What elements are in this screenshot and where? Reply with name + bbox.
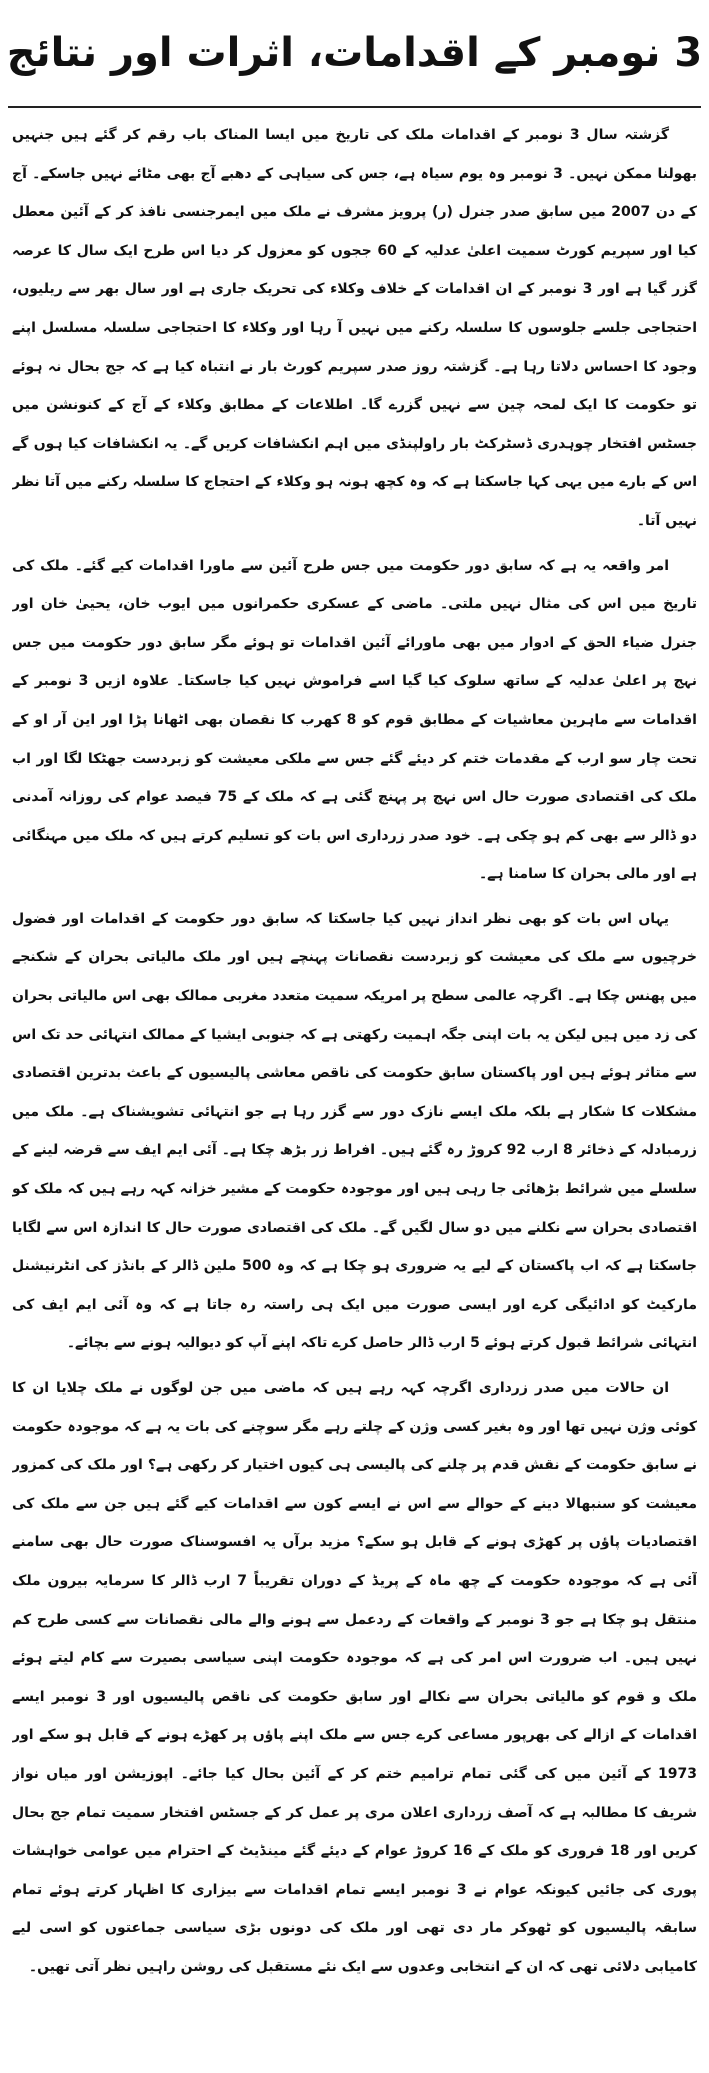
editorial-headline: 3 نومبر کے اقدامات، اثرات اور نتائج (6, 30, 703, 76)
body-paragraph-4: ان حالات میں صدر زرداری اگرچہ کہہ رہے ہیں کہ ماضی میں جن لوگوں نے ملک چلایا ان کا کوئی وژن نہیں تھا اور وہ بغیر کسی وژن کے چلتے رہے مگر سوچنے کی بات یہ ہے کہ موجودہ حکومت نے سابق حکومت کے نقش قدم پر چلنے کی پالیسی ہی کیوں اختیار کر رکھی ہے؟ اور ملک کی کمزور معیشت کو سنبھالا دینے کے حوالے سے اس نے ایسے کون سے اقدامات کیے گئے ہیں جن سے ملک کی اقتصادیات پاؤں پر کھڑی ہونے کے قابل ہو سکے؟ مزید برآں یہ افسوسناک صورت حال بھی سامنے آئی ہے کہ موجودہ حکومت کے چھ ماہ کے پریڈ کے دوران تقریباً 7 ارب ڈالر کا سرمایہ بیرون ملک منتقل ہو چکا ہے جو 3 نومبر کے واقعات کے ردعمل سے ہونے والے مالی نقصانات سے کسی طرح کم نہیں ہیں۔ اب ضرورت اس امر کی ہے کہ موجودہ حکومت اپنی سیاسی بصیرت سے کام لیتے ہوئے ملک و قوم کو مالیاتی بحران سے نکالے اور سابق حکومت کی ناقص پالیسیوں اور 3 نومبر ایسے اقدامات کے ازالے کی بھرپور مساعی کرے جس سے ملک اپنے پاؤں پر کھڑے ہونے کے قابل ہو سکے اور 1973 کے آئین میں کی گئی تمام ترامیم ختم کر کے آئین بحال کیا جائے۔ اپوزیشن اور میاں نواز شریف کا مطالبہ ہے کہ آصف زرداری اعلان مری پر عمل کر کے جسٹس افتخار سمیت تمام جج بحال کریں اور 18 فروری کو ملک کے 16 کروڑ عوام کے دیئے گئے مینڈیٹ کے احترام میں عوامی خواہشات پوری کی جائیں کیونکہ عوام نے 3 نومبر ایسے تمام اقدامات سے بیزاری کا اظہار کرتے ہوئے تمام سابقہ پالیسیوں کو ٹھوکر مار دی تھی اور ملک کی دونوں بڑی سیاسی جماعتوں کو اسی لیے کامیابی دلائی تھی کہ ان کے انتخابی وعدوں سے ایک نئے مستقبل کی روشن راہیں نظر آتی تھیں۔ (12, 1380, 697, 1975)
editorial-body (12, 116, 697, 2063)
body-paragraph-1: گزشتہ سال 3 نومبر کے اقدامات ملک کی تاریخ میں ایسا المناک باب رقم کر گئے ہیں جنہیں بھولنا ممکن نہیں۔ 3 نومبر وہ یوم سیاہ ہے، جس کی سیاہی کے دھبے آج بھی مٹائے نہیں جاسکے۔ آج کے دن 2007 میں سابق صدر جنرل (ر) پرویز مشرف نے ملک میں ایمرجنسی نافذ کر کے آئین معطل کیا اور سپریم کورٹ سمیت اعلیٰ عدلیہ کے 60 ججوں کو معزول کر دیا اس طرح ایک سال کا عرصہ گزر گیا ہے اور 3 نومبر کے ان اقدامات کے خلاف وکلاء کی تحریک جاری ہے اور سال بھر سے ریلیوں، احتجاجی جلسے جلوسوں کا سلسلہ رکنے میں نہیں آ رہا اور وکلاء کا احتجاجی سلسلہ مسلسل اپنے وجود کا احساس دلاتا رہا ہے۔ گزشتہ روز صدر سپریم کورٹ بار نے انتباہ کیا ہے کہ جج بحال نہ ہوئے تو حکومت کا ایک لمحہ چین سے نہیں گزرے گا۔ اطلاعات کے مطابق وکلاء کے آج کے کنونشن میں جسٹس افتخار چوہدری ڈسٹرکٹ بار راولپنڈی میں اہم انکشافات کریں گے۔ یہ انکشافات کیا ہوں گے اس کے بارے میں یہی کہا جاسکتا ہے کہ وہ کچھ ہونہ ہو وکلاء کے احتجاج کا سلسلہ رکنے میں آتا نظر نہیں آتا۔ (12, 127, 697, 529)
body-paragraph-2: امر واقعہ یہ ہے کہ سابق دور حکومت میں جس طرح آئین سے ماورا اقدامات کیے گئے۔ ملک کی تاریخ میں اس کی مثال نہیں ملتی۔ ماضی کے عسکری حکمرانوں میں ایوب خان، یحییٰ خان اور جنرل ضیاء الحق کے ادوار میں بھی ماورائے آئین اقدامات تو ہوئے مگر سابق دور حکومت میں جس نہج پر اعلیٰ عدلیہ کے ساتھ سلوک کیا گیا اسے فراموش نہیں کیا جاسکتا۔ علاوہ ازیں 3 نومبر کے اقدامات سے ماہرین معاشیات کے مطابق قوم کو 8 کھرب کا نقصان بھی اٹھانا پڑا اور این آر او کے تحت چار سو ارب کے مقدمات ختم کر دیئے گئے جس سے ملکی معیشت کو زبردست جھٹکا لگا اور اب ملک کی اقتصادی صورت حال اس نہج پر پہنچ گئی ہے کہ ملک کے 75 فیصد عوام کی روزانہ آمدنی دو ڈالر سے بھی کم ہو چکی ہے۔ خود صدر زرداری اس بات کو تسلیم کرتے ہیں کہ ملک میں مہنگائی ہے اور مالی بحران کا سامنا ہے۔ (12, 557, 697, 883)
headline-divider (8, 106, 701, 108)
body-paragraph-3: یہاں اس بات کو بھی نظر انداز نہیں کیا جاسکتا کہ سابق دور حکومت کے اقدامات اور فضول خرچیوں سے ملک کی معیشت کو زبردست نقصانات پہنچے ہیں اور ملک مالیاتی بحران کے شکنجے میں پھنس چکا ہے۔ اگرچہ عالمی سطح پر امریکہ سمیت متعدد مغربی ممالک بھی اس مالیاتی بحران کی زد میں ہیں لیکن یہ بات اپنی جگہ اہمیت رکھتی ہے کہ جنوبی ایشیا کے ممالک انتہائی حد تک اس سے متاثر ہوئے ہیں اور پاکستان سابق حکومت کی ناقص معاشی پالیسیوں کے باعث بدترین اقتصادی مشکلات کا شکار ہے بلکہ ملک ایسے نازک دور سے گزر رہا ہے جو انتہائی تشویشناک ہے۔ ملک میں زرمبادلہ کے ذخائر 8 ارب 92 کروڑ رہ گئے ہیں۔ افراط زر بڑھ چکا ہے۔ آئی ایم ایف سے قرضہ لینے کے سلسلے میں شرائط بڑھائی جا رہی ہیں اور موجودہ حکومت کے مشیر خزانہ کہہ رہے ہیں کہ ملک کو اقتصادی بحران سے نکلنے میں دو سال لگیں گے۔ ملک کی اقتصادی صورت حال کا اندازہ اس سے لگایا جاسکتا ہے کہ اب پاکستان کے لیے یہ ضروری ہو چکا ہے کہ وہ 500 ملین ڈالر کے بانڈز کی انٹرنیشنل مارکیٹ کو ادائیگی کرے اور ایسی صورت میں ایک ہی راستہ رہ جاتا ہے کہ وہ آئی ایم ایف کی انتہائی شرائط قبول کرتے ہوئے 5 ارب ڈالر حاصل کرے تاکہ اپنے آپ کو دیوالیہ ہونے سے بچائے۔ (12, 910, 697, 1352)
